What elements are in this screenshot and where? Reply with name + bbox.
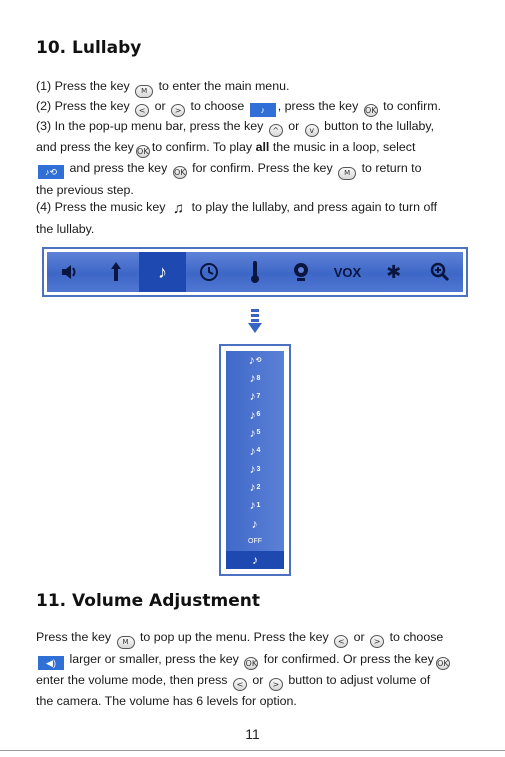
ok-key-icon: OK <box>137 147 149 156</box>
list-item-off: OFF <box>248 538 262 546</box>
list-item: ♪ 6 <box>249 407 261 422</box>
volume-menu-icon: ◀) <box>38 656 64 670</box>
vox-label: VOX <box>333 264 362 280</box>
snowflake-icon: ✱ <box>386 261 402 282</box>
ok-key-icon: OK <box>437 659 449 668</box>
loop-music-icon: ♪⟲ <box>38 165 64 179</box>
list-item: ♪ <box>251 516 258 531</box>
lullaby-menu-icon: ♪ <box>250 103 276 117</box>
clock-icon <box>186 252 232 292</box>
song-list-illustration <box>219 344 291 576</box>
speaker-icon <box>47 252 93 292</box>
menu-bar <box>47 252 463 292</box>
menu-key-icon: M <box>338 167 356 180</box>
ok-key-icon: OK <box>245 659 258 668</box>
song-list <box>226 351 284 569</box>
menu-bar-illustration <box>42 247 468 297</box>
list-item: ♪ 3 <box>249 462 261 477</box>
step-2: (2) Press the key < or > to choose ♪ , press the key OK to confirm. <box>36 99 442 115</box>
step-4: (4) Press the music key ♫ to play the lullaby, and press again to turn off the lullaby. <box>36 200 438 237</box>
section-title-lullaby: 10. Lullaby <box>36 38 142 58</box>
volume-instructions: Press the key M to pop up the menu. Press the key < or > to choose ◀) larger or smaller, press the key OK for confirmed. Or press the key OK enter the volume mode, then press < or > button to adjust volume of the camera. The volume has 6 levels for option. <box>36 630 449 708</box>
left-key-icon: < <box>233 678 247 691</box>
zoom-icon <box>417 252 463 292</box>
list-item: ♪ 5 <box>249 425 261 440</box>
list-item-selected: ♪ <box>226 551 284 569</box>
menu-key-icon: M <box>117 636 135 649</box>
footer-divider <box>0 750 505 751</box>
list-item: ♪ ⟲ <box>248 353 262 368</box>
music-key-icon: ♫ <box>172 200 185 217</box>
ok-key-icon: OK <box>364 106 377 115</box>
right-key-icon: > <box>269 678 283 691</box>
up-key-icon: ^ <box>269 124 283 137</box>
list-item: ♪ 8 <box>249 371 261 386</box>
thermometer-icon <box>232 252 278 292</box>
ok-key-icon: OK <box>173 168 186 177</box>
list-item: ♪ 2 <box>249 480 261 495</box>
right-key-icon: > <box>171 104 185 117</box>
left-key-icon: < <box>334 635 348 648</box>
page-number: 11 <box>245 726 260 742</box>
list-item: ♪ 4 <box>249 443 261 458</box>
section-title-volume: 11. Volume Adjustment <box>36 591 261 611</box>
left-key-icon: < <box>135 104 149 117</box>
arrow-down-icon <box>248 309 262 335</box>
step-1: (1) Press the key M to enter the main menu. <box>36 76 476 98</box>
list-item: ♪ 1 <box>249 498 261 513</box>
step-3: (3) In the pop-up menu bar, press the key ^ or v button to the lullaby, and press the key OK to confirm. To play all the music in a loop, select ♪⟲ and press the key OK for confirm. Press the key M to return to the previous step. <box>36 119 435 197</box>
menu-key-icon: M <box>135 85 153 98</box>
right-key-icon: > <box>370 635 384 648</box>
temperature-icon <box>93 252 139 292</box>
music-note-icon: ♪ <box>139 252 185 292</box>
list-item: ♪ 7 <box>249 389 261 404</box>
down-key-icon: v <box>305 124 319 137</box>
camera-icon <box>278 252 324 292</box>
